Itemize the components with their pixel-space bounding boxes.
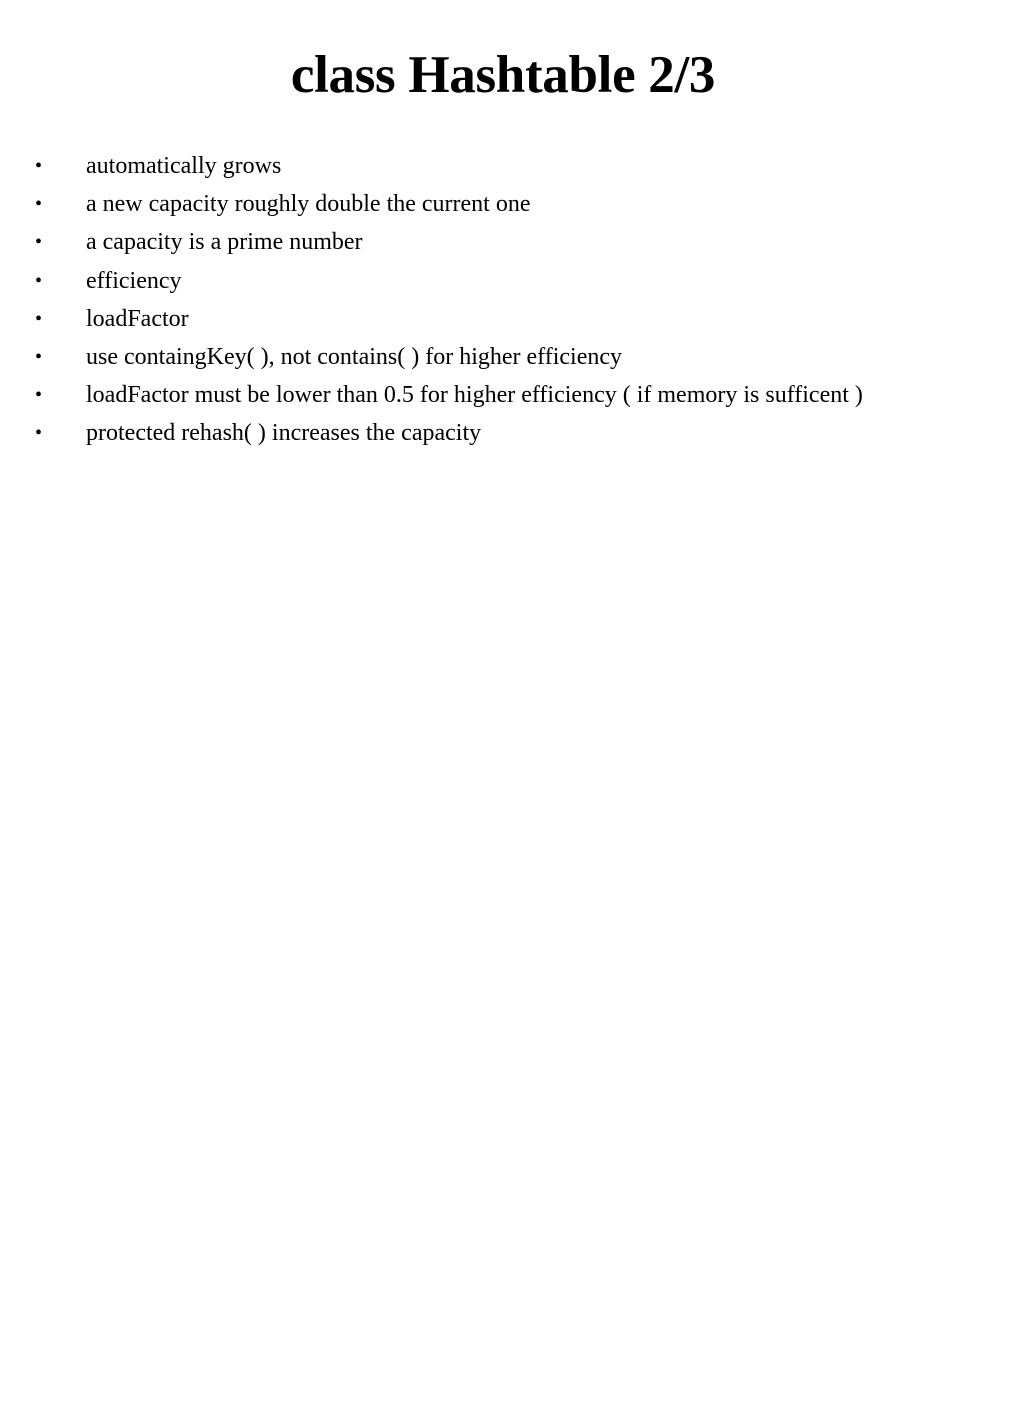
bullet-icon: •: [35, 231, 43, 254]
bullet-icon: •: [35, 269, 43, 292]
bullet-icon: •: [35, 155, 43, 177]
bullet-icon: •: [35, 422, 43, 445]
bullet-text: loadFactor: [86, 305, 189, 332]
slide-title: class Hashtable 2/3: [290, 46, 716, 104]
bullet-text: protected rehash( ) increases the capacity: [86, 420, 482, 447]
bullet-icon: •: [35, 307, 43, 330]
bullet-text: loadFactor must be lower than 0.5 for higher efficiency ( if memory is sufficent ): [86, 382, 863, 409]
bullet-icon: •: [35, 384, 43, 407]
bullet-text: use containgKey( ), not contains( ) for higher efficiency: [86, 343, 623, 370]
bullet-icon: •: [35, 345, 43, 368]
bullet-text: a capacity is a prime number: [86, 229, 363, 256]
bullet-text: automatically grows: [86, 153, 282, 179]
bullet-icon: •: [35, 193, 43, 216]
bullet-text: a new capacity roughly double the current one: [86, 191, 531, 218]
bullet-text: efficiency: [86, 267, 182, 294]
